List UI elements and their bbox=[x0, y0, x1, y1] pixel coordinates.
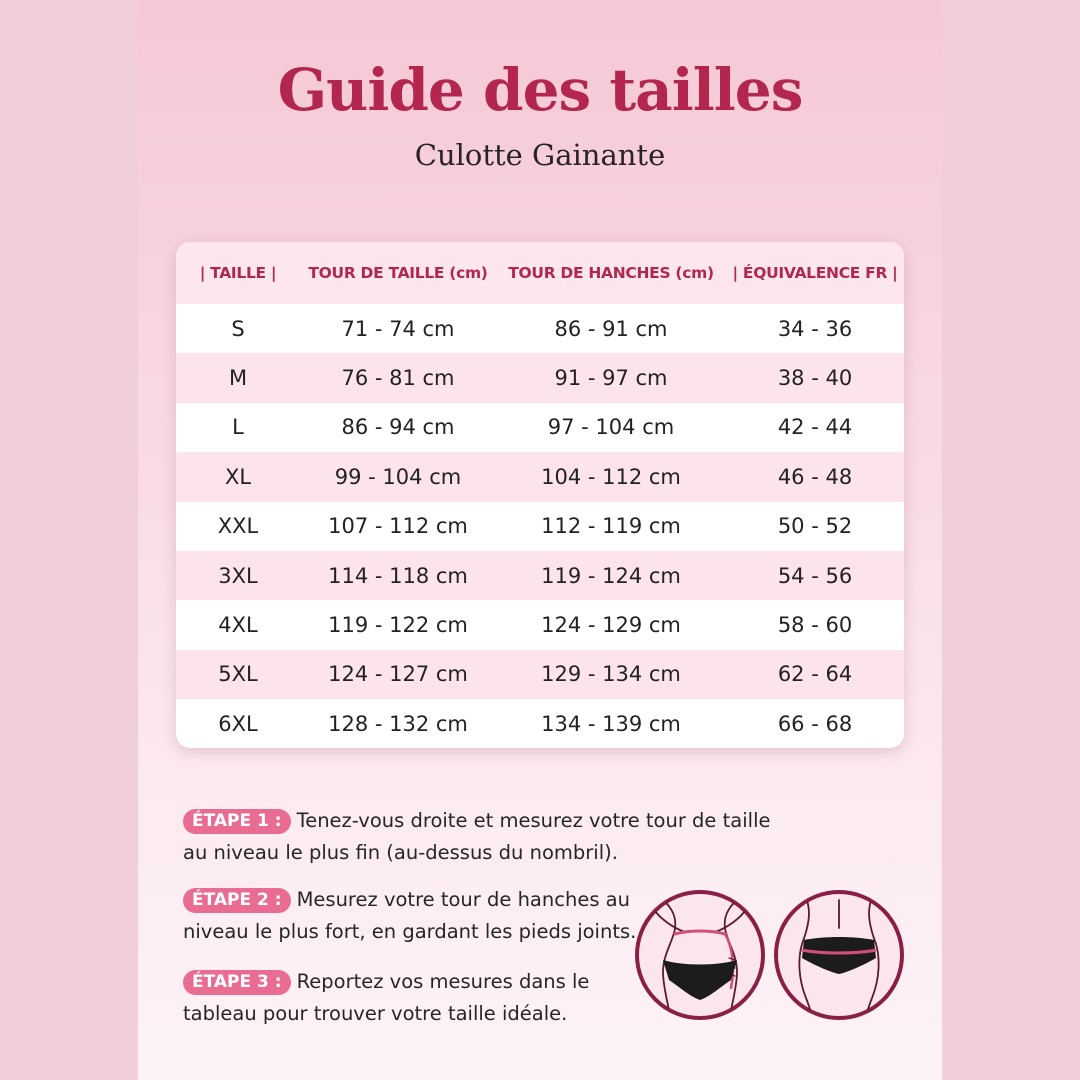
step-3 bbox=[183, 966, 589, 1030]
cell-fr: 46 - 48 bbox=[777, 464, 853, 489]
cell-hips: 112 - 119 cm bbox=[541, 514, 681, 539]
front-measuring-figure-icon bbox=[633, 888, 767, 1022]
cell-fr: 42 - 44 bbox=[777, 415, 853, 440]
cell-waist: 124 - 127 cm bbox=[328, 662, 468, 687]
step-2-line1: Mesurez votre tour de hanches au bbox=[296, 888, 630, 911]
step-3-line1: Reportez vos mesures dans le bbox=[296, 970, 590, 993]
step-2 bbox=[183, 884, 636, 948]
back-hip-figure-icon bbox=[772, 888, 906, 1022]
header-waist: TOUR DE TAILLE (cm) bbox=[308, 264, 488, 282]
table-row bbox=[176, 650, 904, 699]
page-title: Guide des tailles bbox=[277, 56, 803, 124]
cell-waist: 128 - 132 cm bbox=[328, 711, 468, 736]
table-row bbox=[176, 452, 904, 501]
cell-size: 5XL bbox=[218, 662, 258, 687]
cell-size: XXL bbox=[217, 514, 259, 539]
cell-hips: 119 - 124 cm bbox=[541, 563, 681, 588]
header-size: | TAILLE | bbox=[199, 264, 277, 282]
cell-fr: 62 - 64 bbox=[777, 662, 853, 687]
cell-waist: 71 - 74 cm bbox=[341, 316, 455, 341]
cell-hips: 86 - 91 cm bbox=[554, 316, 668, 341]
table-row bbox=[176, 304, 904, 353]
cell-fr: 50 - 52 bbox=[777, 514, 853, 539]
cell-fr: 38 - 40 bbox=[777, 366, 853, 391]
page-subtitle: Culotte Gainante bbox=[414, 138, 666, 172]
cell-waist: 76 - 81 cm bbox=[341, 366, 455, 391]
table-row bbox=[176, 403, 904, 452]
cell-hips: 104 - 112 cm bbox=[541, 464, 681, 489]
step-2-line2: niveau le plus fort, en gardant les pieds joints. bbox=[183, 920, 637, 943]
cell-waist: 86 - 94 cm bbox=[341, 415, 455, 440]
cell-size: M bbox=[228, 366, 248, 391]
cell-size: 4XL bbox=[218, 613, 258, 638]
table-row bbox=[176, 551, 904, 600]
header-hips: TOUR DE HANCHES (cm) bbox=[508, 264, 714, 282]
cell-waist: 119 - 122 cm bbox=[328, 613, 468, 638]
cell-size: S bbox=[231, 316, 245, 341]
cell-fr: 34 - 36 bbox=[777, 316, 853, 341]
table-row bbox=[176, 699, 904, 748]
cell-hips: 124 - 129 cm bbox=[541, 613, 681, 638]
cell-fr: 54 - 56 bbox=[777, 563, 853, 588]
cell-hips: 97 - 104 cm bbox=[547, 415, 675, 440]
size-table bbox=[176, 242, 904, 748]
cell-fr: 58 - 60 bbox=[777, 613, 853, 638]
cell-waist: 114 - 118 cm bbox=[328, 563, 468, 588]
header-fr-equivalence: | ÉQUIVALENCE FR | bbox=[732, 264, 898, 282]
cell-size: XL bbox=[224, 464, 252, 489]
step-1-badge: ÉTAPE 1 : bbox=[183, 809, 291, 834]
cell-waist: 99 - 104 cm bbox=[334, 464, 462, 489]
cell-size: 6XL bbox=[218, 711, 258, 736]
cell-hips: 129 - 134 cm bbox=[541, 662, 681, 687]
table-row bbox=[176, 502, 904, 551]
table-header bbox=[176, 242, 904, 304]
step-3-line2: tableau pour trouver votre taille idéale. bbox=[183, 1002, 568, 1025]
table-row bbox=[176, 600, 904, 649]
step-1-line2: au niveau le plus fin (au-dessus du nombril). bbox=[183, 841, 618, 864]
cell-hips: 134 - 139 cm bbox=[541, 711, 681, 736]
cell-size: 3XL bbox=[218, 563, 258, 588]
step-3-badge: ÉTAPE 3 : bbox=[183, 970, 291, 995]
cell-waist: 107 - 112 cm bbox=[328, 514, 468, 539]
cell-size: L bbox=[232, 415, 244, 440]
cell-hips: 91 - 97 cm bbox=[554, 366, 668, 391]
cell-fr: 66 - 68 bbox=[777, 711, 853, 736]
table-row bbox=[176, 353, 904, 402]
step-1 bbox=[183, 805, 770, 869]
step-1-line1: Tenez-vous droite et mesurez votre tour de taille bbox=[296, 809, 771, 832]
step-2-badge: ÉTAPE 2 : bbox=[183, 888, 291, 913]
